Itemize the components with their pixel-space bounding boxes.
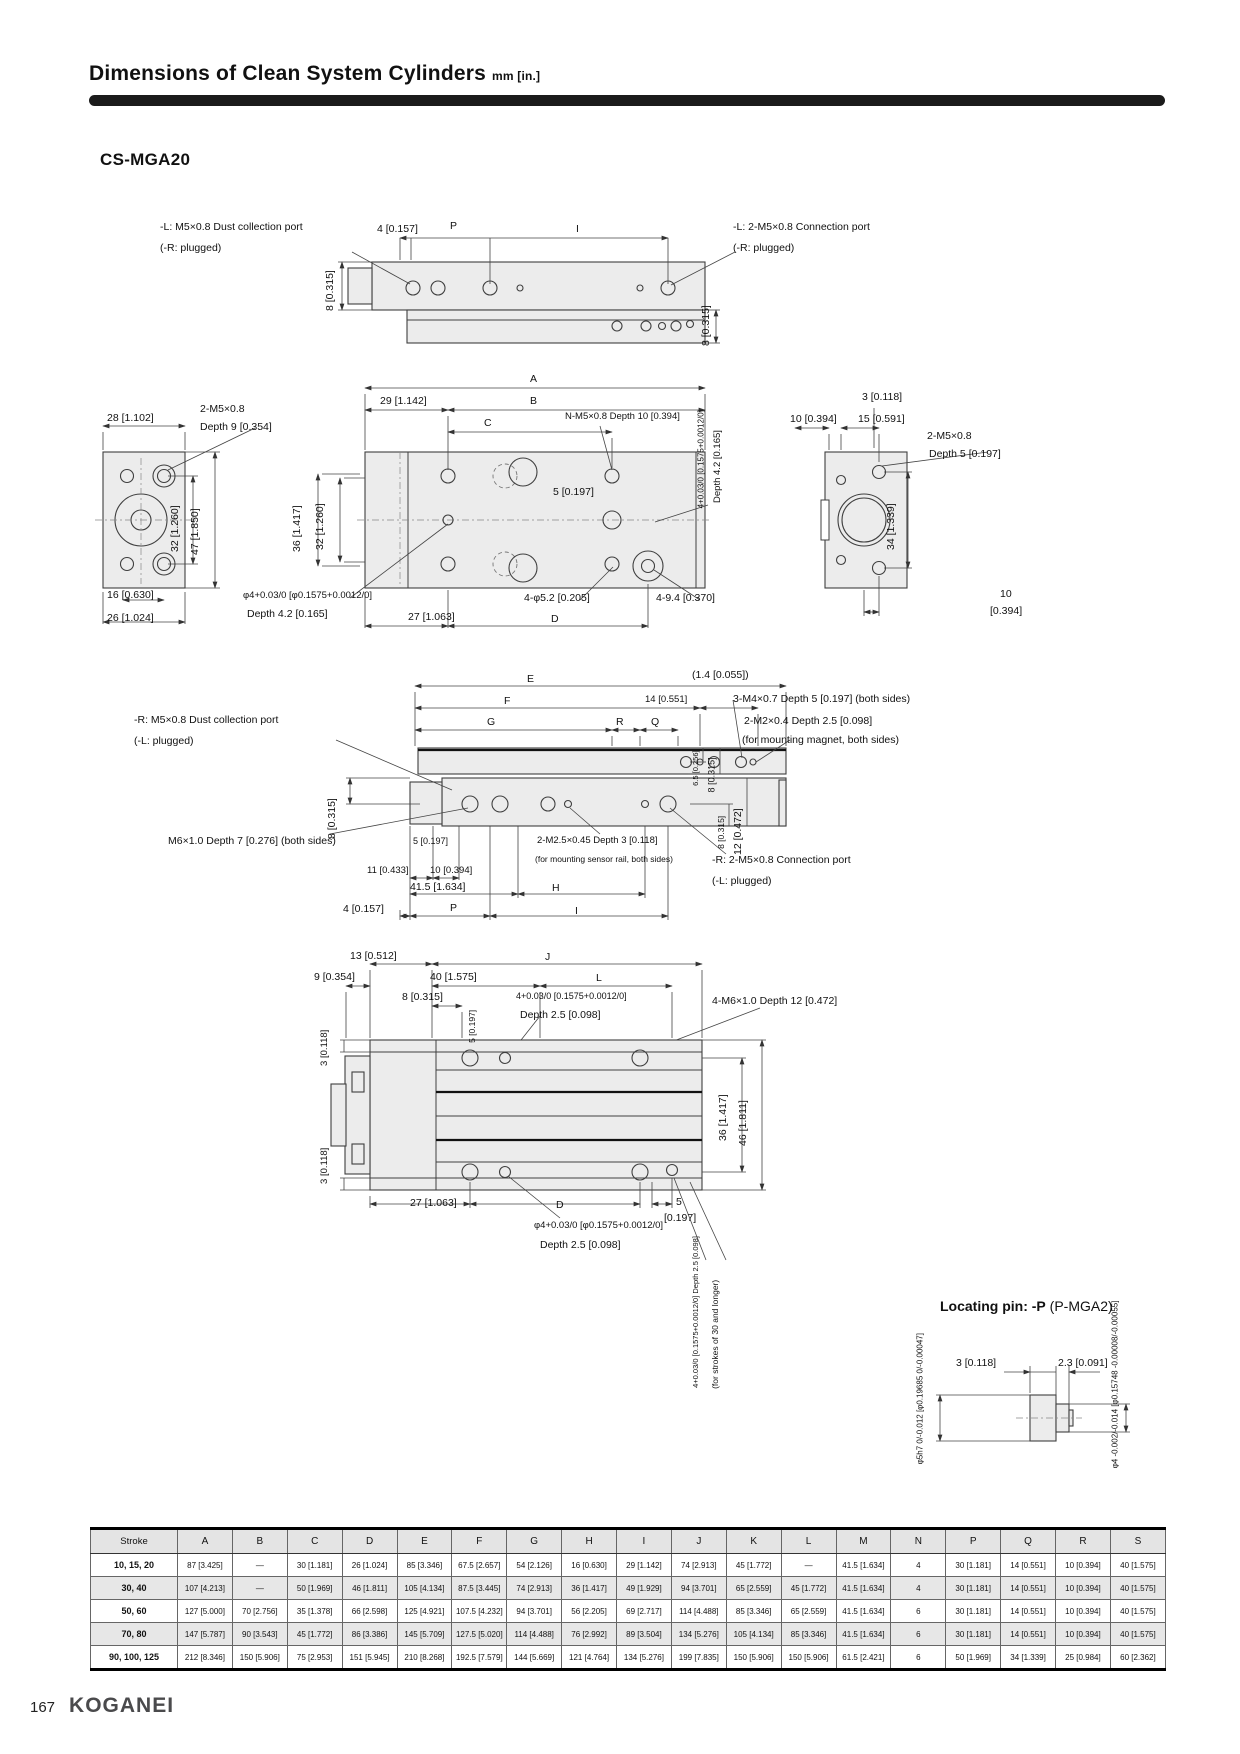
col-header: Q bbox=[1001, 1529, 1056, 1554]
col-header: L bbox=[781, 1529, 836, 1554]
value-cell: 210 [8.268] bbox=[397, 1646, 452, 1670]
stroke-cell: 50, 60 bbox=[91, 1600, 178, 1623]
dim-label: 4+0.03/0 [0.1575+0.0012/0] Depth 2.5 [0.098] bbox=[691, 1236, 701, 1388]
dim-label: 8 [0.315] bbox=[323, 270, 336, 312]
col-header-stroke: Stroke bbox=[91, 1529, 178, 1554]
dim-label: 29 [1.142] bbox=[380, 395, 427, 407]
value-cell: 50 [1.969] bbox=[287, 1577, 342, 1600]
value-cell: 74 [2.913] bbox=[507, 1577, 562, 1600]
col-header: D bbox=[342, 1529, 397, 1554]
drawing-top-side-view bbox=[338, 238, 735, 343]
dim-label: D bbox=[551, 613, 559, 625]
dim-label: 46 [1.811] bbox=[736, 1100, 749, 1147]
value-cell: 30 [1.181] bbox=[946, 1600, 1001, 1623]
value-cell: 105 [4.134] bbox=[726, 1623, 781, 1646]
stroke-cell: 70, 80 bbox=[91, 1623, 178, 1646]
col-header: N bbox=[891, 1529, 946, 1554]
dim-label: P bbox=[450, 220, 458, 232]
col-header: R bbox=[1056, 1529, 1111, 1554]
value-cell: 30 [1.181] bbox=[946, 1577, 1001, 1600]
value-cell: 150 [5.906] bbox=[781, 1646, 836, 1670]
locating-pin-title bbox=[940, 1298, 1113, 1314]
dim-label: 28 [1.102] bbox=[107, 412, 154, 424]
dim-label: 6.5 [0.256] bbox=[691, 750, 701, 786]
dim-label: 10 [0.394] bbox=[790, 413, 837, 425]
dim-label: 9 [0.354] bbox=[314, 971, 355, 983]
col-header: P bbox=[946, 1529, 1001, 1554]
value-cell: 65 [2.559] bbox=[726, 1577, 781, 1600]
drawing-plan-view bbox=[318, 388, 712, 628]
dim-label: 4-φ5.2 [0.205] bbox=[524, 592, 590, 604]
dim-label: 36 [1.417] bbox=[716, 1094, 729, 1142]
dim-label: P bbox=[450, 902, 458, 914]
locating-pin-title-normal: (P-MGA2) bbox=[1045, 1298, 1113, 1314]
col-header: I bbox=[617, 1529, 672, 1554]
value-cell: 36 [1.417] bbox=[562, 1577, 617, 1600]
dim-label: Depth 9 [0.354] bbox=[200, 421, 272, 433]
value-cell: 10 [0.394] bbox=[1056, 1623, 1111, 1646]
value-cell: — bbox=[781, 1554, 836, 1577]
page-number: 167 bbox=[30, 1699, 56, 1716]
dim-label: 16 [0.630] bbox=[107, 589, 154, 601]
dim-label: 5 bbox=[676, 1196, 682, 1208]
value-cell: 70 [2.756] bbox=[232, 1600, 287, 1623]
value-cell: 65 [2.559] bbox=[781, 1600, 836, 1623]
table-header-row bbox=[91, 1529, 1166, 1554]
col-header: H bbox=[562, 1529, 617, 1554]
dim-label: (for strokes of 30 and longer) bbox=[710, 1279, 721, 1389]
value-cell: 87.5 [3.445] bbox=[452, 1577, 507, 1600]
value-cell: 127.5 [5.020] bbox=[452, 1623, 507, 1646]
value-cell: 75 [2.953] bbox=[287, 1646, 342, 1670]
table-row bbox=[91, 1554, 1166, 1577]
dim-label: 34 [1.339] bbox=[884, 503, 897, 551]
value-cell: 16 [0.630] bbox=[562, 1554, 617, 1577]
dim-label: 4 [0.157] bbox=[343, 903, 384, 915]
dim-label: 5 [0.197] bbox=[413, 836, 449, 846]
value-cell: 41.5 [1.634] bbox=[836, 1623, 891, 1646]
page-footer bbox=[30, 1694, 174, 1718]
dim-label: 47 [1.850] bbox=[188, 508, 201, 556]
dim-label: J bbox=[545, 951, 551, 963]
value-cell: 14 [0.551] bbox=[1001, 1554, 1056, 1577]
dim-label: C bbox=[484, 417, 492, 429]
dim-label: Depth 2.5 [0.098] bbox=[540, 1239, 621, 1251]
value-cell: 121 [4.764] bbox=[562, 1646, 617, 1670]
value-cell: 150 [5.906] bbox=[726, 1646, 781, 1670]
value-cell: 85 [3.346] bbox=[781, 1623, 836, 1646]
value-cell: 94 [3.701] bbox=[507, 1600, 562, 1623]
dim-label: Q bbox=[651, 716, 660, 728]
drawing-locating-pin bbox=[936, 1366, 1130, 1441]
dim-label: 27 [1.063] bbox=[408, 611, 455, 623]
value-cell: 30 [1.181] bbox=[946, 1554, 1001, 1577]
dim-label: 4-9.4 [0.370] bbox=[656, 592, 715, 604]
value-cell: 125 [4.921] bbox=[397, 1600, 452, 1623]
value-cell: 10 [0.394] bbox=[1056, 1554, 1111, 1577]
value-cell: 49 [1.929] bbox=[617, 1577, 672, 1600]
dim-label: 41.5 [1.634] bbox=[410, 881, 466, 893]
value-cell: 134 [5.276] bbox=[671, 1623, 726, 1646]
dim-label: 8 [0.315] bbox=[325, 798, 338, 840]
dim-label: 11 [0.433] bbox=[367, 865, 409, 876]
value-cell: 40 [1.575] bbox=[1110, 1577, 1165, 1600]
dim-label: 2-M5×0.8 bbox=[927, 430, 972, 442]
dim-label: 5 [0.197] bbox=[553, 486, 594, 498]
value-cell: 134 [5.276] bbox=[617, 1646, 672, 1670]
dim-label: φ4 -0.002/-0.014 [φ0.15748 -0.00008/-0.00055] bbox=[1110, 1300, 1120, 1469]
dim-label: 13 [0.512] bbox=[350, 950, 397, 962]
dim-label: 5 [0.197] bbox=[467, 1009, 478, 1043]
dim-label: 15 [0.591] bbox=[858, 413, 905, 425]
locating-pin-title-bold: Locating pin: -P bbox=[940, 1298, 1046, 1314]
dim-label: A bbox=[530, 373, 538, 385]
value-cell: 4 bbox=[891, 1577, 946, 1600]
value-cell: 85 [3.346] bbox=[726, 1600, 781, 1623]
value-cell: 74 [2.913] bbox=[671, 1554, 726, 1577]
dim-label: 3 [0.118] bbox=[956, 1357, 997, 1369]
value-cell: 199 [7.835] bbox=[671, 1646, 726, 1670]
value-cell: 66 [2.598] bbox=[342, 1600, 397, 1623]
value-cell: 56 [2.205] bbox=[562, 1600, 617, 1623]
value-cell: 40 [1.575] bbox=[1110, 1554, 1165, 1577]
col-header: S bbox=[1110, 1529, 1165, 1554]
value-cell: 150 [5.906] bbox=[232, 1646, 287, 1670]
value-cell: 192.5 [7.579] bbox=[452, 1646, 507, 1670]
dim-label: Depth 4.2 [0.165] bbox=[247, 608, 328, 620]
value-cell: 41.5 [1.634] bbox=[836, 1554, 891, 1577]
dimension-table bbox=[90, 1527, 1166, 1671]
col-header: K bbox=[726, 1529, 781, 1554]
value-cell: 10 [0.394] bbox=[1056, 1577, 1111, 1600]
value-cell: 14 [0.551] bbox=[1001, 1600, 1056, 1623]
value-cell: 30 [1.181] bbox=[287, 1554, 342, 1577]
value-cell: 4 bbox=[891, 1554, 946, 1577]
dim-label: 3 [0.118] bbox=[319, 1147, 331, 1184]
table-row bbox=[91, 1623, 1166, 1646]
page-title-text: Dimensions of Clean System Cylinders bbox=[89, 62, 486, 85]
model-heading: CS-MGA20 bbox=[100, 150, 191, 169]
value-cell: 41.5 [1.634] bbox=[836, 1600, 891, 1623]
col-header: C bbox=[287, 1529, 342, 1554]
dim-label: 3 [0.118] bbox=[862, 391, 903, 403]
dim-label: Depth 2.5 [0.098] bbox=[520, 1009, 601, 1021]
value-cell: 29 [1.142] bbox=[617, 1554, 672, 1577]
dim-label: N-M5×0.8 Depth 10 [0.394] bbox=[565, 411, 680, 422]
value-cell: 45 [1.772] bbox=[726, 1554, 781, 1577]
page-title-units: mm [in.] bbox=[491, 69, 541, 83]
dim-label: 4-M6×1.0 Depth 12 [0.472] bbox=[712, 995, 838, 1007]
dim-label: 2.3 [0.091] bbox=[1058, 1357, 1108, 1369]
dim-label: [0.394] bbox=[990, 605, 1023, 617]
dim-label: 32 [1.260] bbox=[168, 505, 181, 553]
dim-label: 14 [0.551] bbox=[645, 694, 688, 705]
dim-label: -R: M5×0.8 Dust collection port bbox=[134, 714, 279, 726]
value-cell: 35 [1.378] bbox=[287, 1600, 342, 1623]
value-cell: 114 [4.488] bbox=[507, 1623, 562, 1646]
dim-label: 2-M2.5×0.45 Depth 3 [0.118] bbox=[537, 835, 658, 846]
dim-label: -L: 2-M5×0.8 Connection port bbox=[733, 221, 870, 233]
dim-label: Depth 4.2 [0.165] bbox=[712, 430, 724, 503]
dim-label: 2-M2×0.4 Depth 2.5 [0.098] bbox=[744, 715, 873, 727]
brand-logo: KOGANEI bbox=[69, 1694, 175, 1717]
value-cell: 147 [5.787] bbox=[178, 1623, 233, 1646]
dim-label: F bbox=[504, 695, 511, 707]
dim-label: G bbox=[487, 716, 496, 728]
dim-label: 10 [0.394] bbox=[430, 865, 473, 876]
col-header: J bbox=[671, 1529, 726, 1554]
dim-label: (-L: plugged) bbox=[712, 875, 772, 887]
dim-label: φ4+0.03/0 [φ0.1575+0.0012/0] bbox=[243, 590, 373, 601]
value-cell: 25 [0.984] bbox=[1056, 1646, 1111, 1670]
value-cell: 40 [1.575] bbox=[1110, 1600, 1165, 1623]
dim-label: M6×1.0 Depth 7 [0.276] (both sides) bbox=[168, 835, 336, 847]
dim-label: D bbox=[556, 1199, 564, 1211]
dim-label: 2-M5×0.8 bbox=[200, 403, 245, 415]
col-header: E bbox=[397, 1529, 452, 1554]
dim-label: R bbox=[616, 716, 624, 728]
value-cell: 30 [1.181] bbox=[946, 1623, 1001, 1646]
value-cell: 67.5 [2.657] bbox=[452, 1554, 507, 1577]
dim-label: I bbox=[575, 905, 578, 917]
col-header: M bbox=[836, 1529, 891, 1554]
value-cell: 89 [3.504] bbox=[617, 1623, 672, 1646]
value-cell: 50 [1.969] bbox=[946, 1646, 1001, 1670]
dim-label: 10 bbox=[1000, 588, 1012, 600]
value-cell: 107 [4.213] bbox=[178, 1577, 233, 1600]
value-cell: 212 [8.346] bbox=[178, 1646, 233, 1670]
dim-label: 4 [0.157] bbox=[377, 223, 418, 235]
value-cell: 69 [2.717] bbox=[617, 1600, 672, 1623]
dim-label: -R: 2-M5×0.8 Connection port bbox=[712, 854, 851, 866]
value-cell: 114 [4.488] bbox=[671, 1600, 726, 1623]
value-cell: 107.5 [4.232] bbox=[452, 1600, 507, 1623]
col-header: A bbox=[178, 1529, 233, 1554]
value-cell: 90 [3.543] bbox=[232, 1623, 287, 1646]
value-cell: — bbox=[232, 1554, 287, 1577]
dim-label: (for mounting magnet, both sides) bbox=[742, 734, 899, 746]
dim-label: (-R: plugged) bbox=[160, 242, 222, 254]
dim-label: L bbox=[596, 972, 602, 984]
value-cell: 6 bbox=[891, 1646, 946, 1670]
table-row bbox=[91, 1600, 1166, 1623]
value-cell: 127 [5.000] bbox=[178, 1600, 233, 1623]
value-cell: 105 [4.134] bbox=[397, 1577, 452, 1600]
dim-label: 8 [0.315] bbox=[699, 305, 712, 347]
dim-label: 12 [0.472] bbox=[731, 808, 744, 856]
dim-label: (-L: plugged) bbox=[134, 735, 194, 747]
dim-label: H bbox=[552, 882, 560, 894]
dim-label: (for mounting sensor rail, both sides) bbox=[535, 854, 673, 864]
dim-label: I bbox=[576, 223, 579, 235]
stroke-cell: 90, 100, 125 bbox=[91, 1646, 178, 1670]
dim-label: -L: M5×0.8 Dust collection port bbox=[160, 221, 303, 233]
value-cell: — bbox=[232, 1577, 287, 1600]
value-cell: 26 [1.024] bbox=[342, 1554, 397, 1577]
table-row bbox=[91, 1646, 1166, 1670]
dim-label: 4+0.03/0 [0.1575+0.0012/0] bbox=[696, 410, 706, 509]
value-cell: 14 [0.551] bbox=[1001, 1577, 1056, 1600]
stroke-cell: 30, 40 bbox=[91, 1577, 178, 1600]
dim-label: 32 [1.260] bbox=[313, 503, 326, 551]
value-cell: 6 bbox=[891, 1600, 946, 1623]
value-cell: 145 [5.709] bbox=[397, 1623, 452, 1646]
dim-label: Depth 5 [0.197] bbox=[929, 448, 1001, 460]
col-header: G bbox=[507, 1529, 562, 1554]
dim-label: 27 [1.063] bbox=[410, 1197, 457, 1209]
value-cell: 85 [3.346] bbox=[397, 1554, 452, 1577]
value-cell: 94 [3.701] bbox=[671, 1577, 726, 1600]
dim-label: 8 [0.315] bbox=[716, 815, 727, 849]
value-cell: 151 [5.945] bbox=[342, 1646, 397, 1670]
dim-label: [0.197] bbox=[664, 1212, 697, 1224]
dim-label: 3-M4×0.7 Depth 5 [0.197] (both sides) bbox=[733, 693, 911, 705]
value-cell: 45 [1.772] bbox=[781, 1577, 836, 1600]
dim-label: 3 [0.118] bbox=[319, 1029, 331, 1066]
dim-label: (-R: plugged) bbox=[733, 242, 795, 254]
dim-label: 26 [1.024] bbox=[107, 612, 154, 624]
dim-label: φ5h7 0/-0.012 [φ0.19685 0/-0.00047] bbox=[915, 1333, 925, 1465]
table-row bbox=[91, 1577, 1166, 1600]
value-cell: 60 [2.362] bbox=[1110, 1646, 1165, 1670]
dim-label: φ4+0.03/0 [φ0.1575+0.0012/0] bbox=[534, 1220, 664, 1231]
dim-label: 40 [1.575] bbox=[430, 971, 477, 983]
value-cell: 14 [0.551] bbox=[1001, 1623, 1056, 1646]
value-cell: 40 [1.575] bbox=[1110, 1623, 1165, 1646]
value-cell: 10 [0.394] bbox=[1056, 1600, 1111, 1623]
dim-label: 8 [0.315] bbox=[402, 991, 443, 1003]
value-cell: 34 [1.339] bbox=[1001, 1646, 1056, 1670]
value-cell: 41.5 [1.634] bbox=[836, 1577, 891, 1600]
value-cell: 86 [3.386] bbox=[342, 1623, 397, 1646]
col-header: F bbox=[452, 1529, 507, 1554]
value-cell: 76 [2.992] bbox=[562, 1623, 617, 1646]
value-cell: 61.5 [2.421] bbox=[836, 1646, 891, 1670]
value-cell: 144 [5.669] bbox=[507, 1646, 562, 1670]
value-cell: 6 bbox=[891, 1623, 946, 1646]
dim-label: (1.4 [0.055]) bbox=[692, 669, 749, 681]
value-cell: 54 [2.126] bbox=[507, 1554, 562, 1577]
dim-label: 4+0.03/0 [0.1575+0.0012/0] bbox=[516, 991, 627, 1001]
stroke-cell: 10, 15, 20 bbox=[91, 1554, 178, 1577]
dim-label: 36 [1.417] bbox=[290, 505, 303, 553]
col-header: B bbox=[232, 1529, 287, 1554]
value-cell: 45 [1.772] bbox=[287, 1623, 342, 1646]
value-cell: 87 [3.425] bbox=[178, 1554, 233, 1577]
dim-label: B bbox=[530, 395, 538, 407]
value-cell: 46 [1.811] bbox=[342, 1577, 397, 1600]
dim-label: E bbox=[527, 673, 535, 685]
dim-label: 8 [0.315] bbox=[706, 757, 717, 793]
